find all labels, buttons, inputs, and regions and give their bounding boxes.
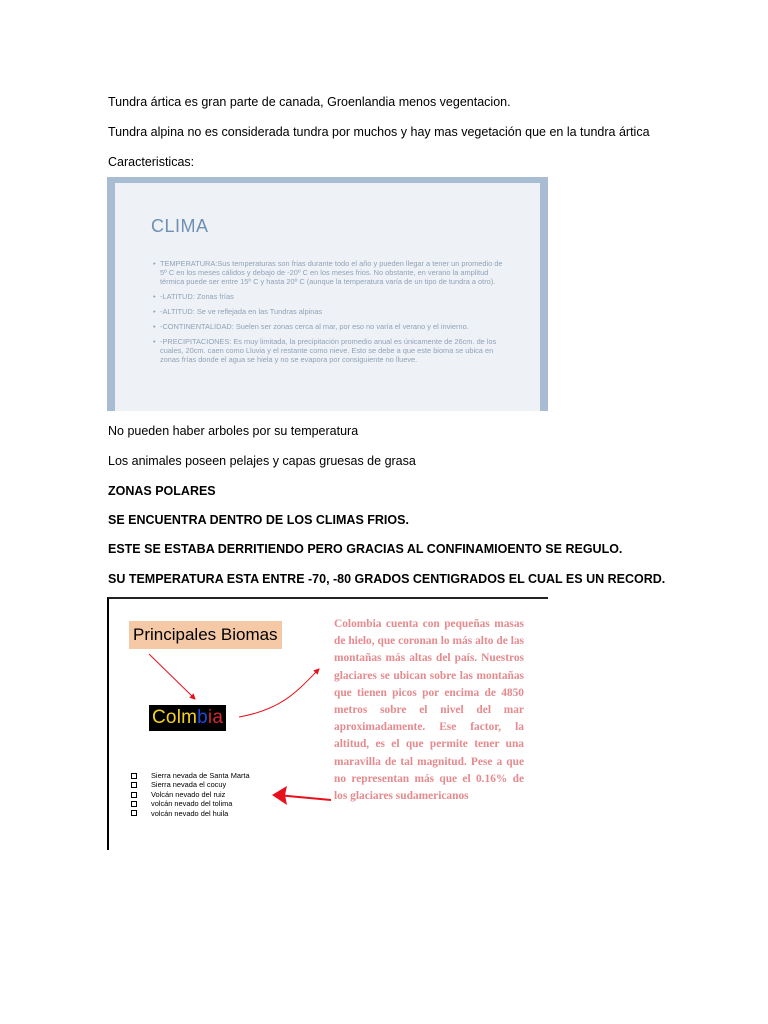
glaciares-paragraph: Colombia cuenta con pequeñas masas de hielo, que coronan lo más alto de las montañas más altas del país. Nuestros glaciares se ubican sobre las montañas que tienen picos por encima de 4850 metros sobre el nivel del mar aproximadamente. Ese factor, la altitud, es el que permite tener una maravilla de tal magnitud. Pese a que no representan más que el 0.16% de los glaciares sudamericanos (334, 618, 524, 803)
paragraph-zonas-polares: ZONAS POLARES (108, 484, 216, 498)
arrow-title-to-colombia (149, 654, 195, 699)
paragraph-confinamiento: ESTE SE ESTABA DERRITIENDO PERO GRACIAS AL CONFINAMIOENTO SE REGULO. (108, 542, 623, 556)
clima-bullet-temperatura: • TEMPERATURA:Sus temperaturas son frias durante todo el año y pueden llegar a tener un promedio de 5º C en los meses cálidos y debajo de -20º C en los meses frios. No obstante, en verano la amplitud térmica puede ser entre 15º C y hasta 20º C (aunque la temperatura varía de un tipo de tundra a otro). (153, 259, 505, 286)
arrow-colombia-to-text (239, 669, 319, 717)
biome-label: Sierra nevada el cocuy (151, 780, 227, 790)
biome-label: Volcán nevado del ruiz (151, 789, 226, 799)
paragraph-tundra-artica: Tundra ártica es gran parte de canada, Groenlandia menos vegentacion. (108, 95, 511, 109)
paragraph-caracteristicas: Caracteristicas: (108, 155, 195, 169)
clima-slide-title: CLIMA (151, 216, 209, 236)
biome-label: volcán nevado del tolima (151, 799, 233, 809)
principales-biomas-title: Principales Biomas (129, 621, 282, 649)
arrow-text-to-list-head (272, 786, 287, 805)
colombia-part-red: ia (207, 707, 224, 728)
colombia-part-yellow: Colm (152, 707, 198, 728)
paragraph-climas-frios: SE ENCUENTRA DENTRO DE LOS CLIMAS FRIOS. (108, 513, 409, 527)
clima-bullet-latitud: • -LATITUD: Zonas frías (153, 292, 505, 301)
biome-label: Sierra nevada de Santa Marta (151, 771, 250, 780)
clima-slide-content (115, 183, 540, 411)
clima-bullet-continentalidad: • -CONTINENTALIDAD: Suelen ser zonas cerca al mar, por eso no varía el verano y el invierno. (153, 322, 505, 331)
paragraph-animales: Los animales poseen pelajes y capas gruesas de grasa (108, 454, 416, 468)
paragraph-temperatura-record: SU TEMPERATURA ESTA ENTRE -70, -80 GRADOS CENTIGRADOS EL CUAL ES UN RECORD. (108, 572, 666, 586)
arrows-overlay (109, 599, 548, 850)
biomas-slide-image (107, 597, 548, 850)
clima-bullet-list (153, 259, 505, 370)
clima-slide-image (107, 177, 548, 411)
colombia-part-blue: b (197, 707, 208, 728)
clima-bullet-altitud: • -ALTITUD: Se ve reflejada en las Tundras alpinas (153, 307, 505, 316)
clima-bullet-precipitaciones: • -PRECIPITACIONES: Es muy limitada, la precipitación promedio anual es únicamente de 26cm. de los cuales, 20cm. caen como Lluvia y el restante como nieve. Esto se debe a que este bioma se ubica en zonas frías donde el agua se hiela y no se evapora por consiguiente no llueve. (153, 337, 505, 364)
paragraph-arboles: No pueden haber arboles por su temperatura (108, 424, 359, 438)
biome-label: volcán nevado del huila (151, 808, 229, 818)
paragraph-tundra-alpina: Tundra alpina no es considerada tundra por muchos y hay mas vegetación que en la tundra ártica (108, 125, 650, 139)
